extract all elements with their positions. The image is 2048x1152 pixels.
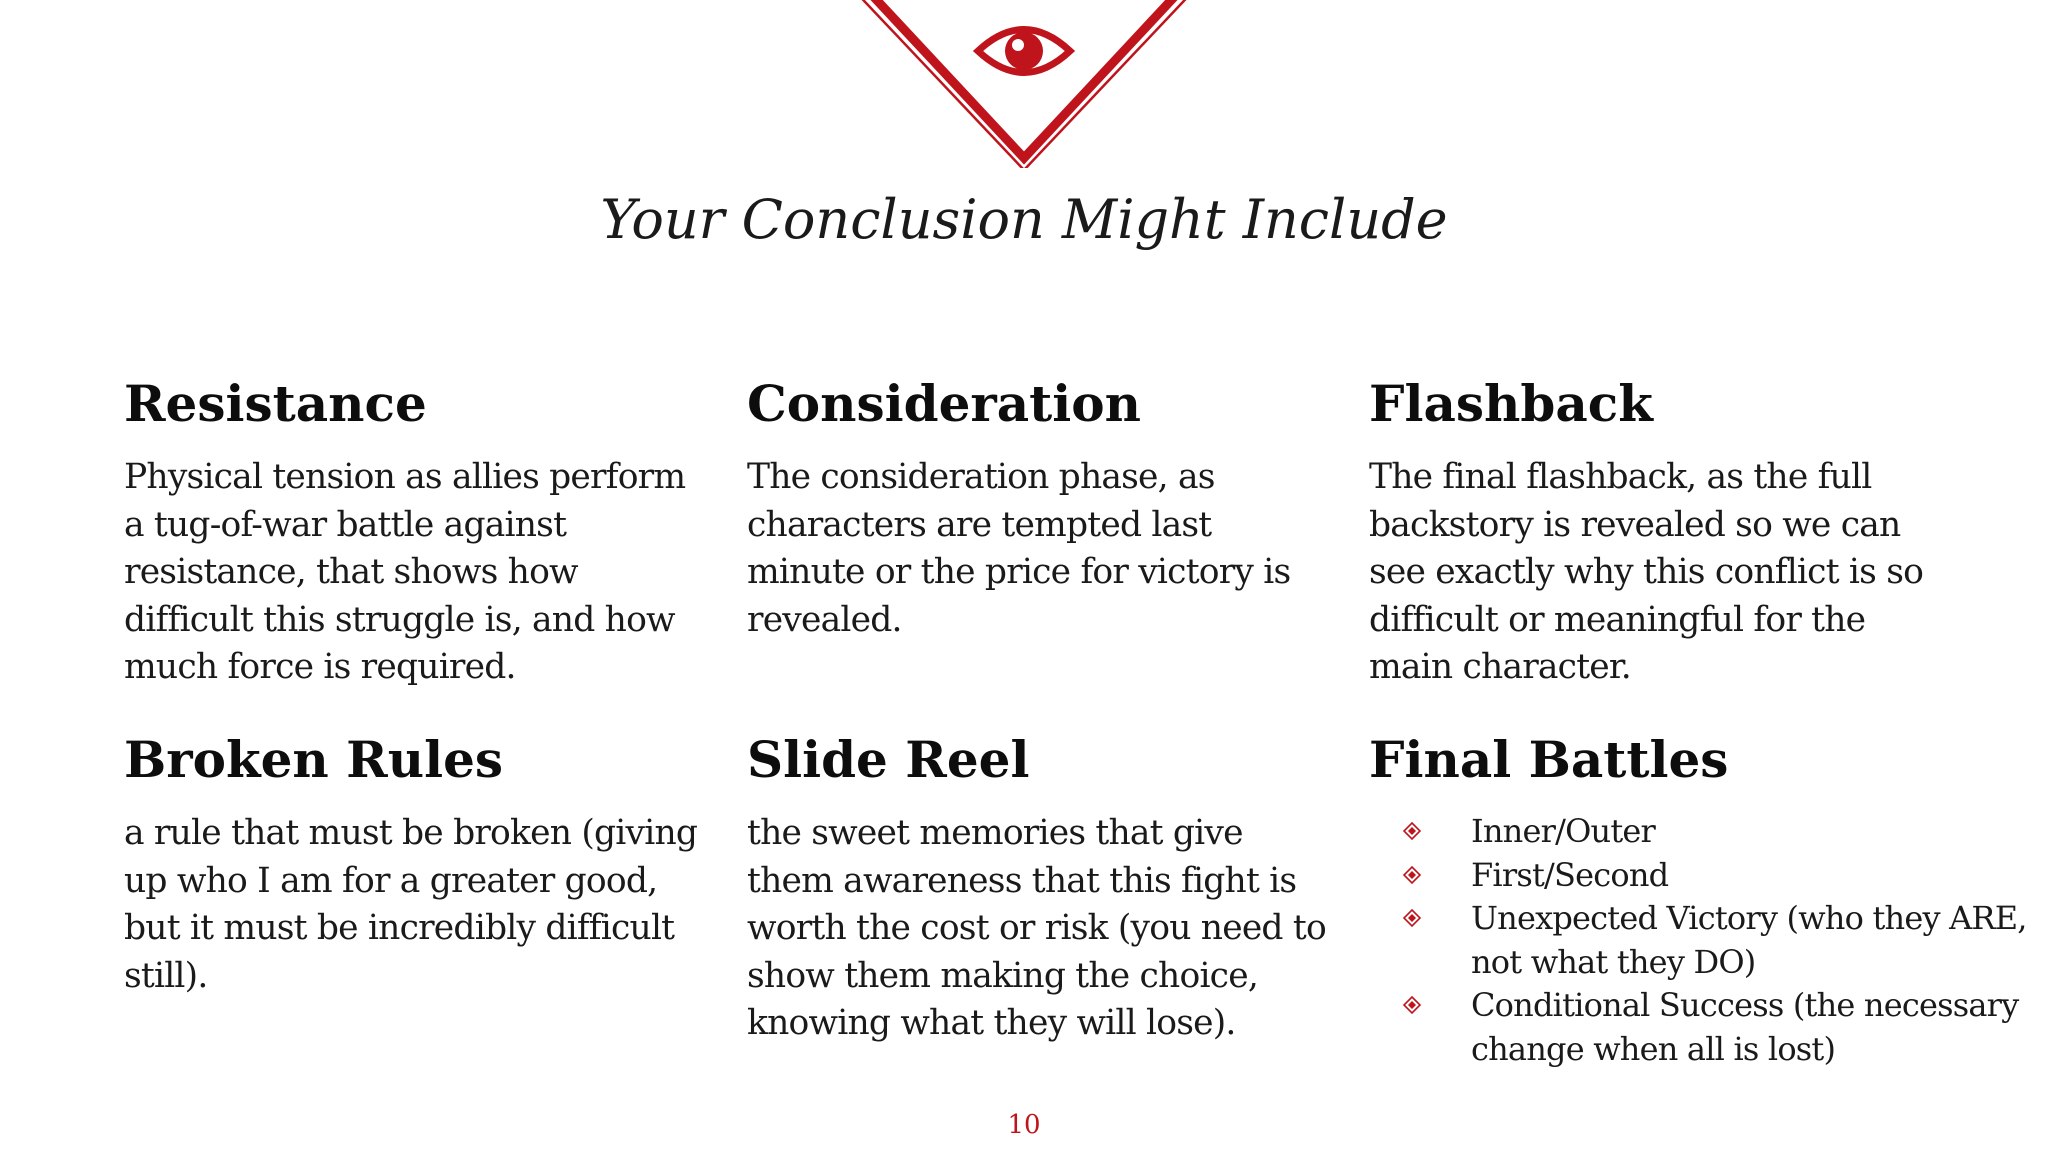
section-consideration bbox=[747, 374, 1327, 644]
section-body: the sweet memories that give them awareness that this fight is worth the cost or risk (you need to show them making the choice, knowing what they will lose). bbox=[747, 813, 1326, 1043]
diamond-bullet-icon bbox=[1403, 909, 1421, 927]
section-heading: Broken Rules bbox=[124, 730, 504, 789]
diamond-bullet-icon bbox=[1403, 996, 1421, 1014]
section-body: Physical tension as allies perform a tug-of-war battle against resistance, that shows how difficult this struggle is, and how much force is required. bbox=[124, 457, 686, 687]
page-title: Your Conclusion Might Include bbox=[600, 188, 1448, 251]
section-flashback bbox=[1369, 374, 1949, 692]
section-body: The consideration phase, as characters are tempted last minute or the price for victory is revealed. bbox=[747, 457, 1291, 640]
diamond-bullet-icon bbox=[1403, 866, 1421, 884]
section-heading: Flashback bbox=[1369, 374, 1653, 433]
section-heading: Consideration bbox=[747, 374, 1141, 433]
list-item-text: Conditional Success (the necessary change when all is lost) bbox=[1471, 986, 2019, 1068]
section-body: The final flashback, as the full backstory is revealed so we can see exactly why this conflict is so difficult or meaningful for the main character. bbox=[1369, 457, 1924, 687]
list-item bbox=[1369, 897, 2031, 984]
diamond-bullet-icon bbox=[1403, 822, 1421, 840]
list-item-text: First/Second bbox=[1471, 855, 1669, 894]
section-resistance bbox=[124, 374, 704, 692]
eye-icon bbox=[978, 30, 1070, 73]
section-slide-reel bbox=[747, 730, 1327, 1048]
chevron-emblem bbox=[848, 0, 1200, 168]
section-heading: Resistance bbox=[124, 374, 427, 433]
list-item-text: Inner/Outer bbox=[1471, 812, 1656, 850]
list-item-text: Unexpected Victory (who they ARE, not what they DO) bbox=[1471, 899, 2027, 981]
list-item bbox=[1369, 984, 2031, 1071]
section-heading: Final Battles bbox=[1369, 730, 1729, 789]
bullet-list bbox=[1369, 810, 2027, 1071]
list-item bbox=[1369, 854, 2031, 898]
section-broken-rules bbox=[124, 730, 704, 1000]
page-number: 10 bbox=[1007, 1110, 1041, 1140]
list-item bbox=[1369, 810, 2031, 854]
section-body: a rule that must be broken (giving up who I am for a greater good, but it must be incredibly difficult still). bbox=[124, 813, 698, 996]
section-final-battles bbox=[1369, 730, 2027, 1071]
section-heading: Slide Reel bbox=[747, 730, 1030, 789]
